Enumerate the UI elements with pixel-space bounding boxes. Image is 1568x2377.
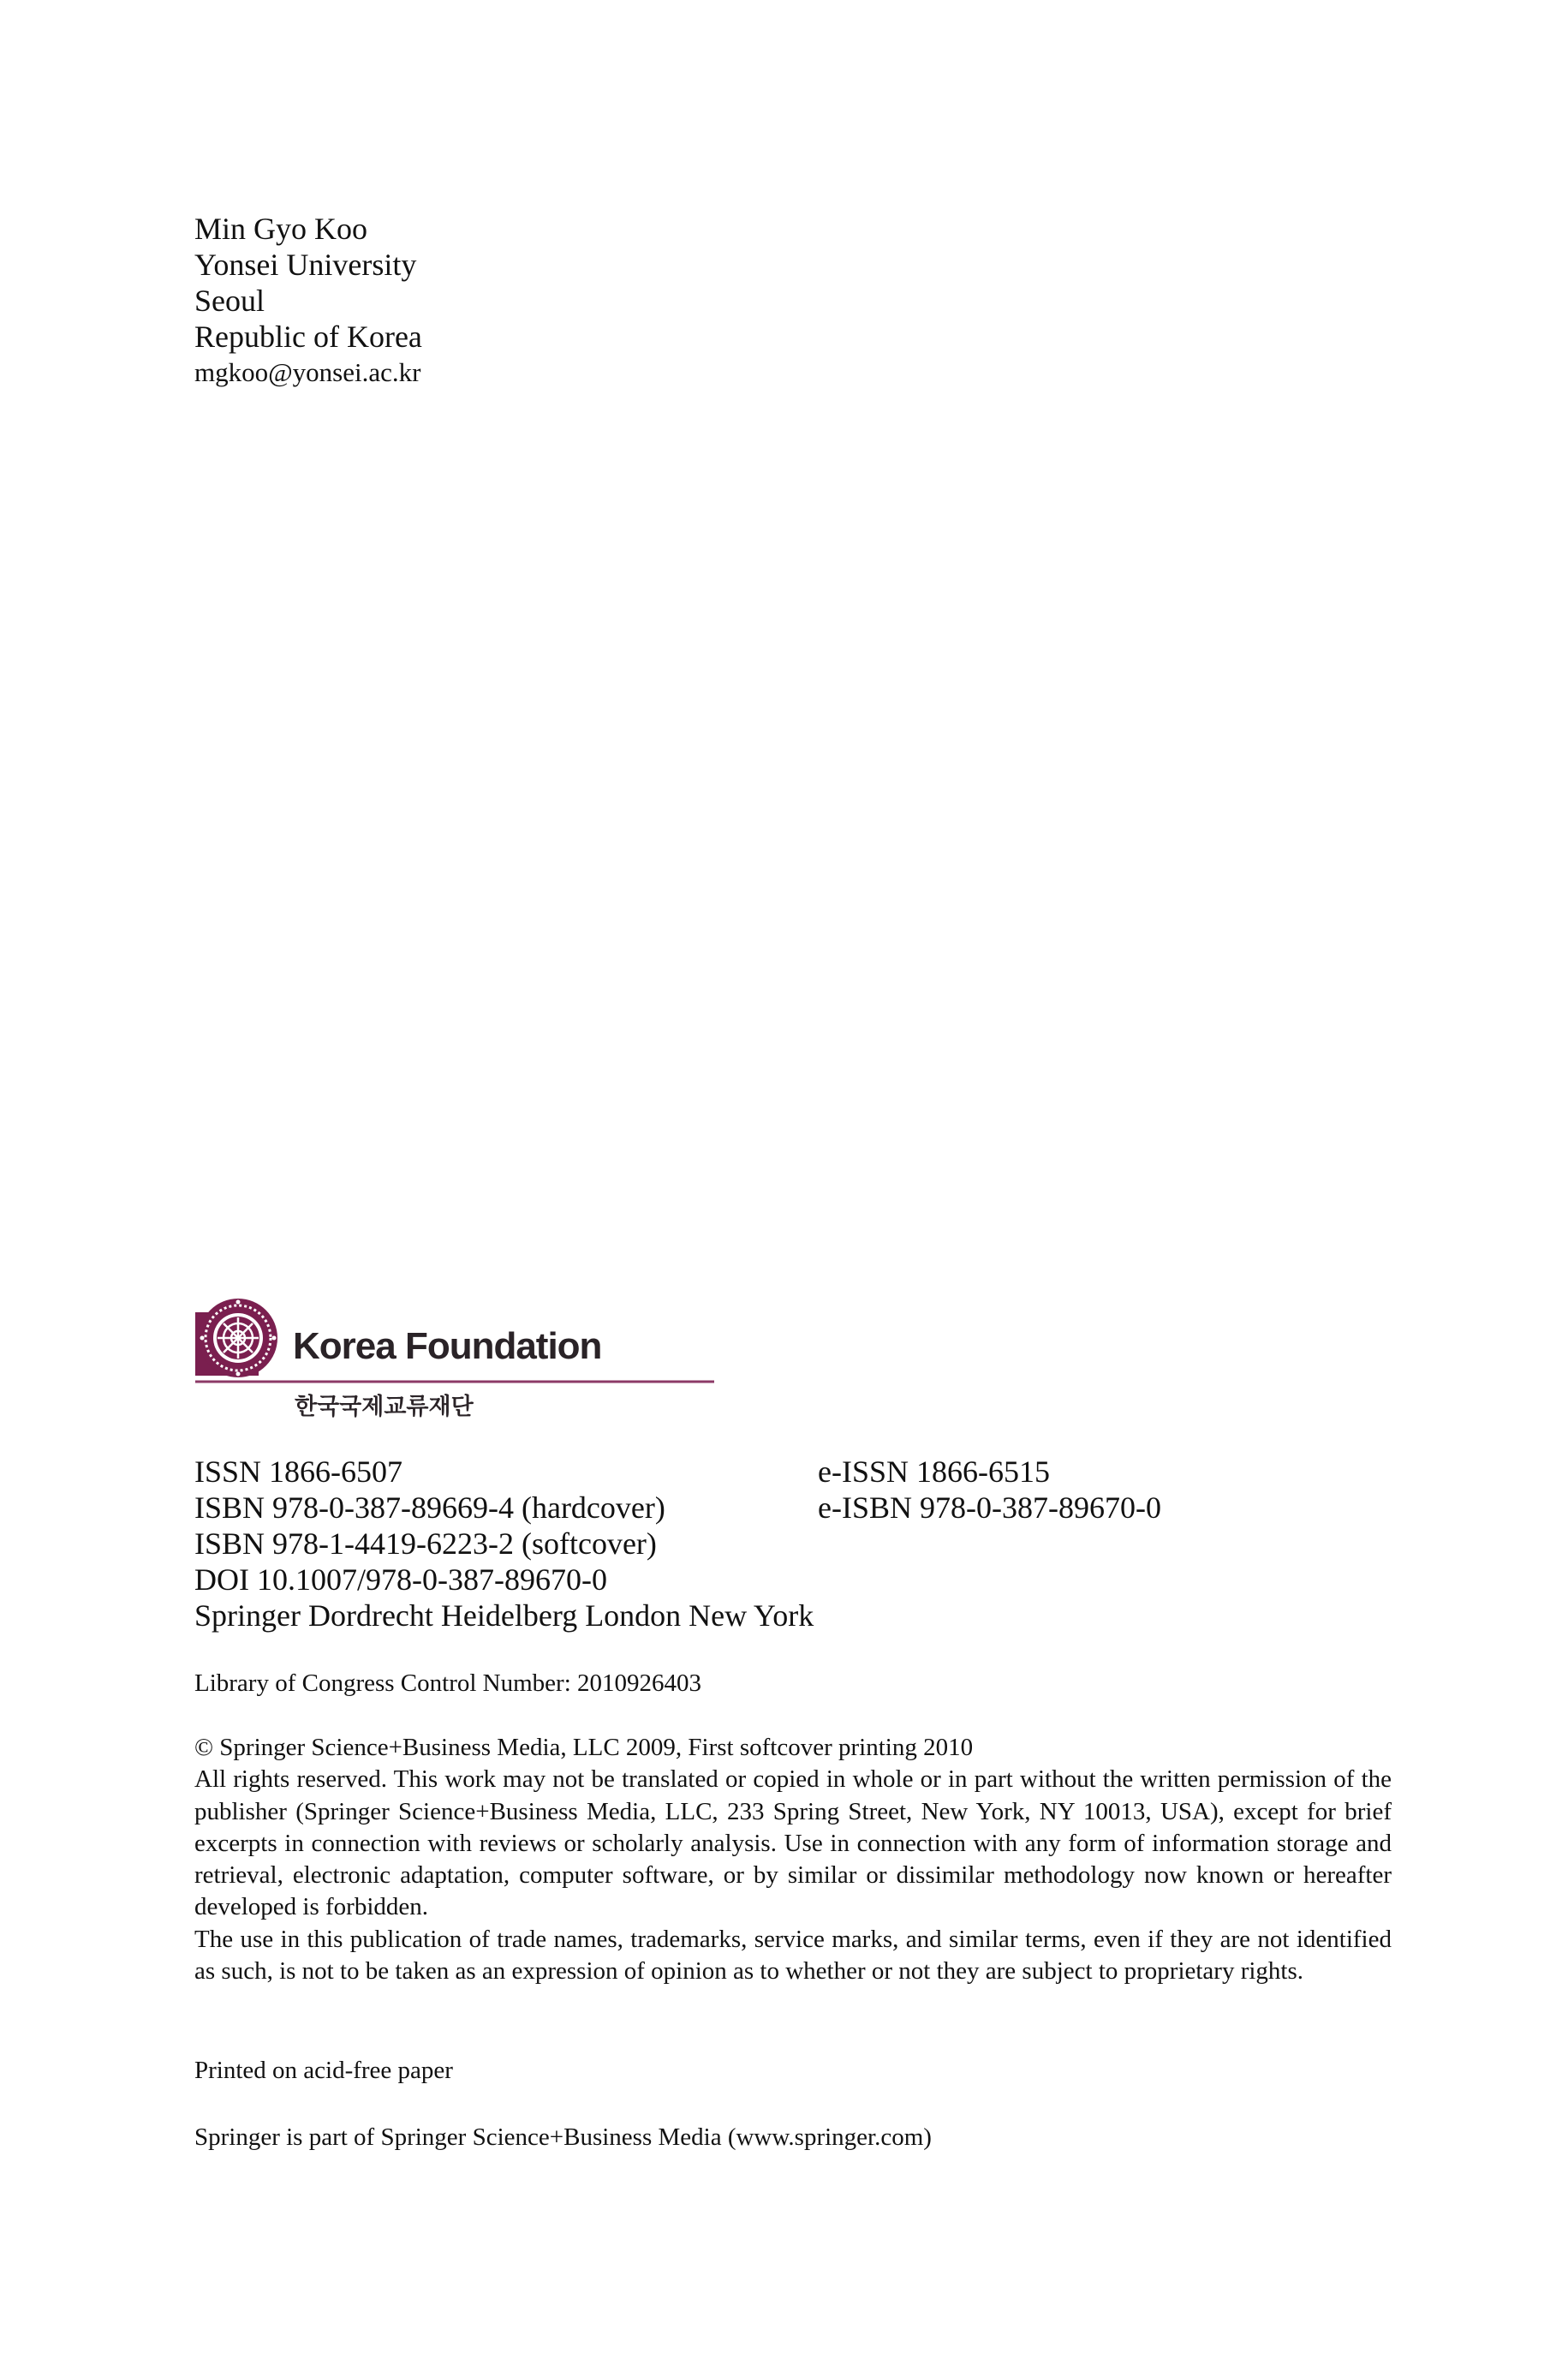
korea-foundation-logo bbox=[194, 1293, 724, 1430]
library-of-congress-number: Library of Congress Control Number: 2010926403 bbox=[194, 1669, 702, 1697]
author-address bbox=[194, 211, 422, 391]
isbn-softcover: ISBN 978-1-4419-6223-2 (softcover) bbox=[194, 1526, 657, 1561]
springer-note: Springer is part of Springer Science+Business Media (www.springer.com) bbox=[194, 2123, 932, 2151]
author-name: Min Gyo Koo bbox=[194, 212, 368, 246]
issn: ISSN 1866-6507 bbox=[194, 1454, 403, 1489]
author-city: Seoul bbox=[194, 284, 265, 318]
publisher-locations: Springer Dordrecht Heidelberg London New York bbox=[194, 1598, 814, 1633]
author-country: Republic of Korea bbox=[194, 320, 422, 354]
logo-wordmark: Korea Foundation bbox=[293, 1325, 602, 1367]
copyright-notice bbox=[194, 1732, 1392, 1987]
doi: DOI 10.1007/978-0-387-89670-0 bbox=[194, 1562, 607, 1597]
author-email[interactable]: mgkoo@yonsei.ac.kr bbox=[194, 357, 421, 387]
publication-identifiers bbox=[194, 1454, 1393, 1633]
copyright-line: © Springer Science+Business Media, LLC 2009, First softcover printing 2010 bbox=[194, 1734, 974, 1761]
eissn: e-ISSN 1866-6515 bbox=[818, 1454, 1050, 1489]
trademark-statement: The use in this publication of trade names, trademarks, service marks, and similar terms, even if they are not identified as such, is not to be taken as an expression of opinion as to whether or not they are subject to proprietary rights. bbox=[194, 1925, 1392, 1986]
logo-korean-wordmark: 한국국제교류재단 bbox=[295, 1394, 474, 1420]
isbn-hardcover: ISBN 978-0-387-89669-4 (hardcover) bbox=[194, 1490, 665, 1525]
rights-statement: All rights reserved. This work may not be translated or copied in whole or in part without the written permission of the publisher (Springer Science+Business Media, LLC, 233 Spring Street, New York, NY 10013, USA), except for brief excerpts in connection with reviews or scholarly analysis. Use in connection with any form of information storage and retrieval, electronic adaptation, computer software, or by similar or dissimilar methodology now known or hereafter developed is forbidden. bbox=[194, 1765, 1392, 1921]
eisbn: e-ISBN 978-0-387-89670-0 bbox=[818, 1490, 1161, 1525]
paper-note: Printed on acid-free paper bbox=[194, 2057, 453, 2084]
author-affiliation: Yonsei University bbox=[194, 248, 417, 282]
